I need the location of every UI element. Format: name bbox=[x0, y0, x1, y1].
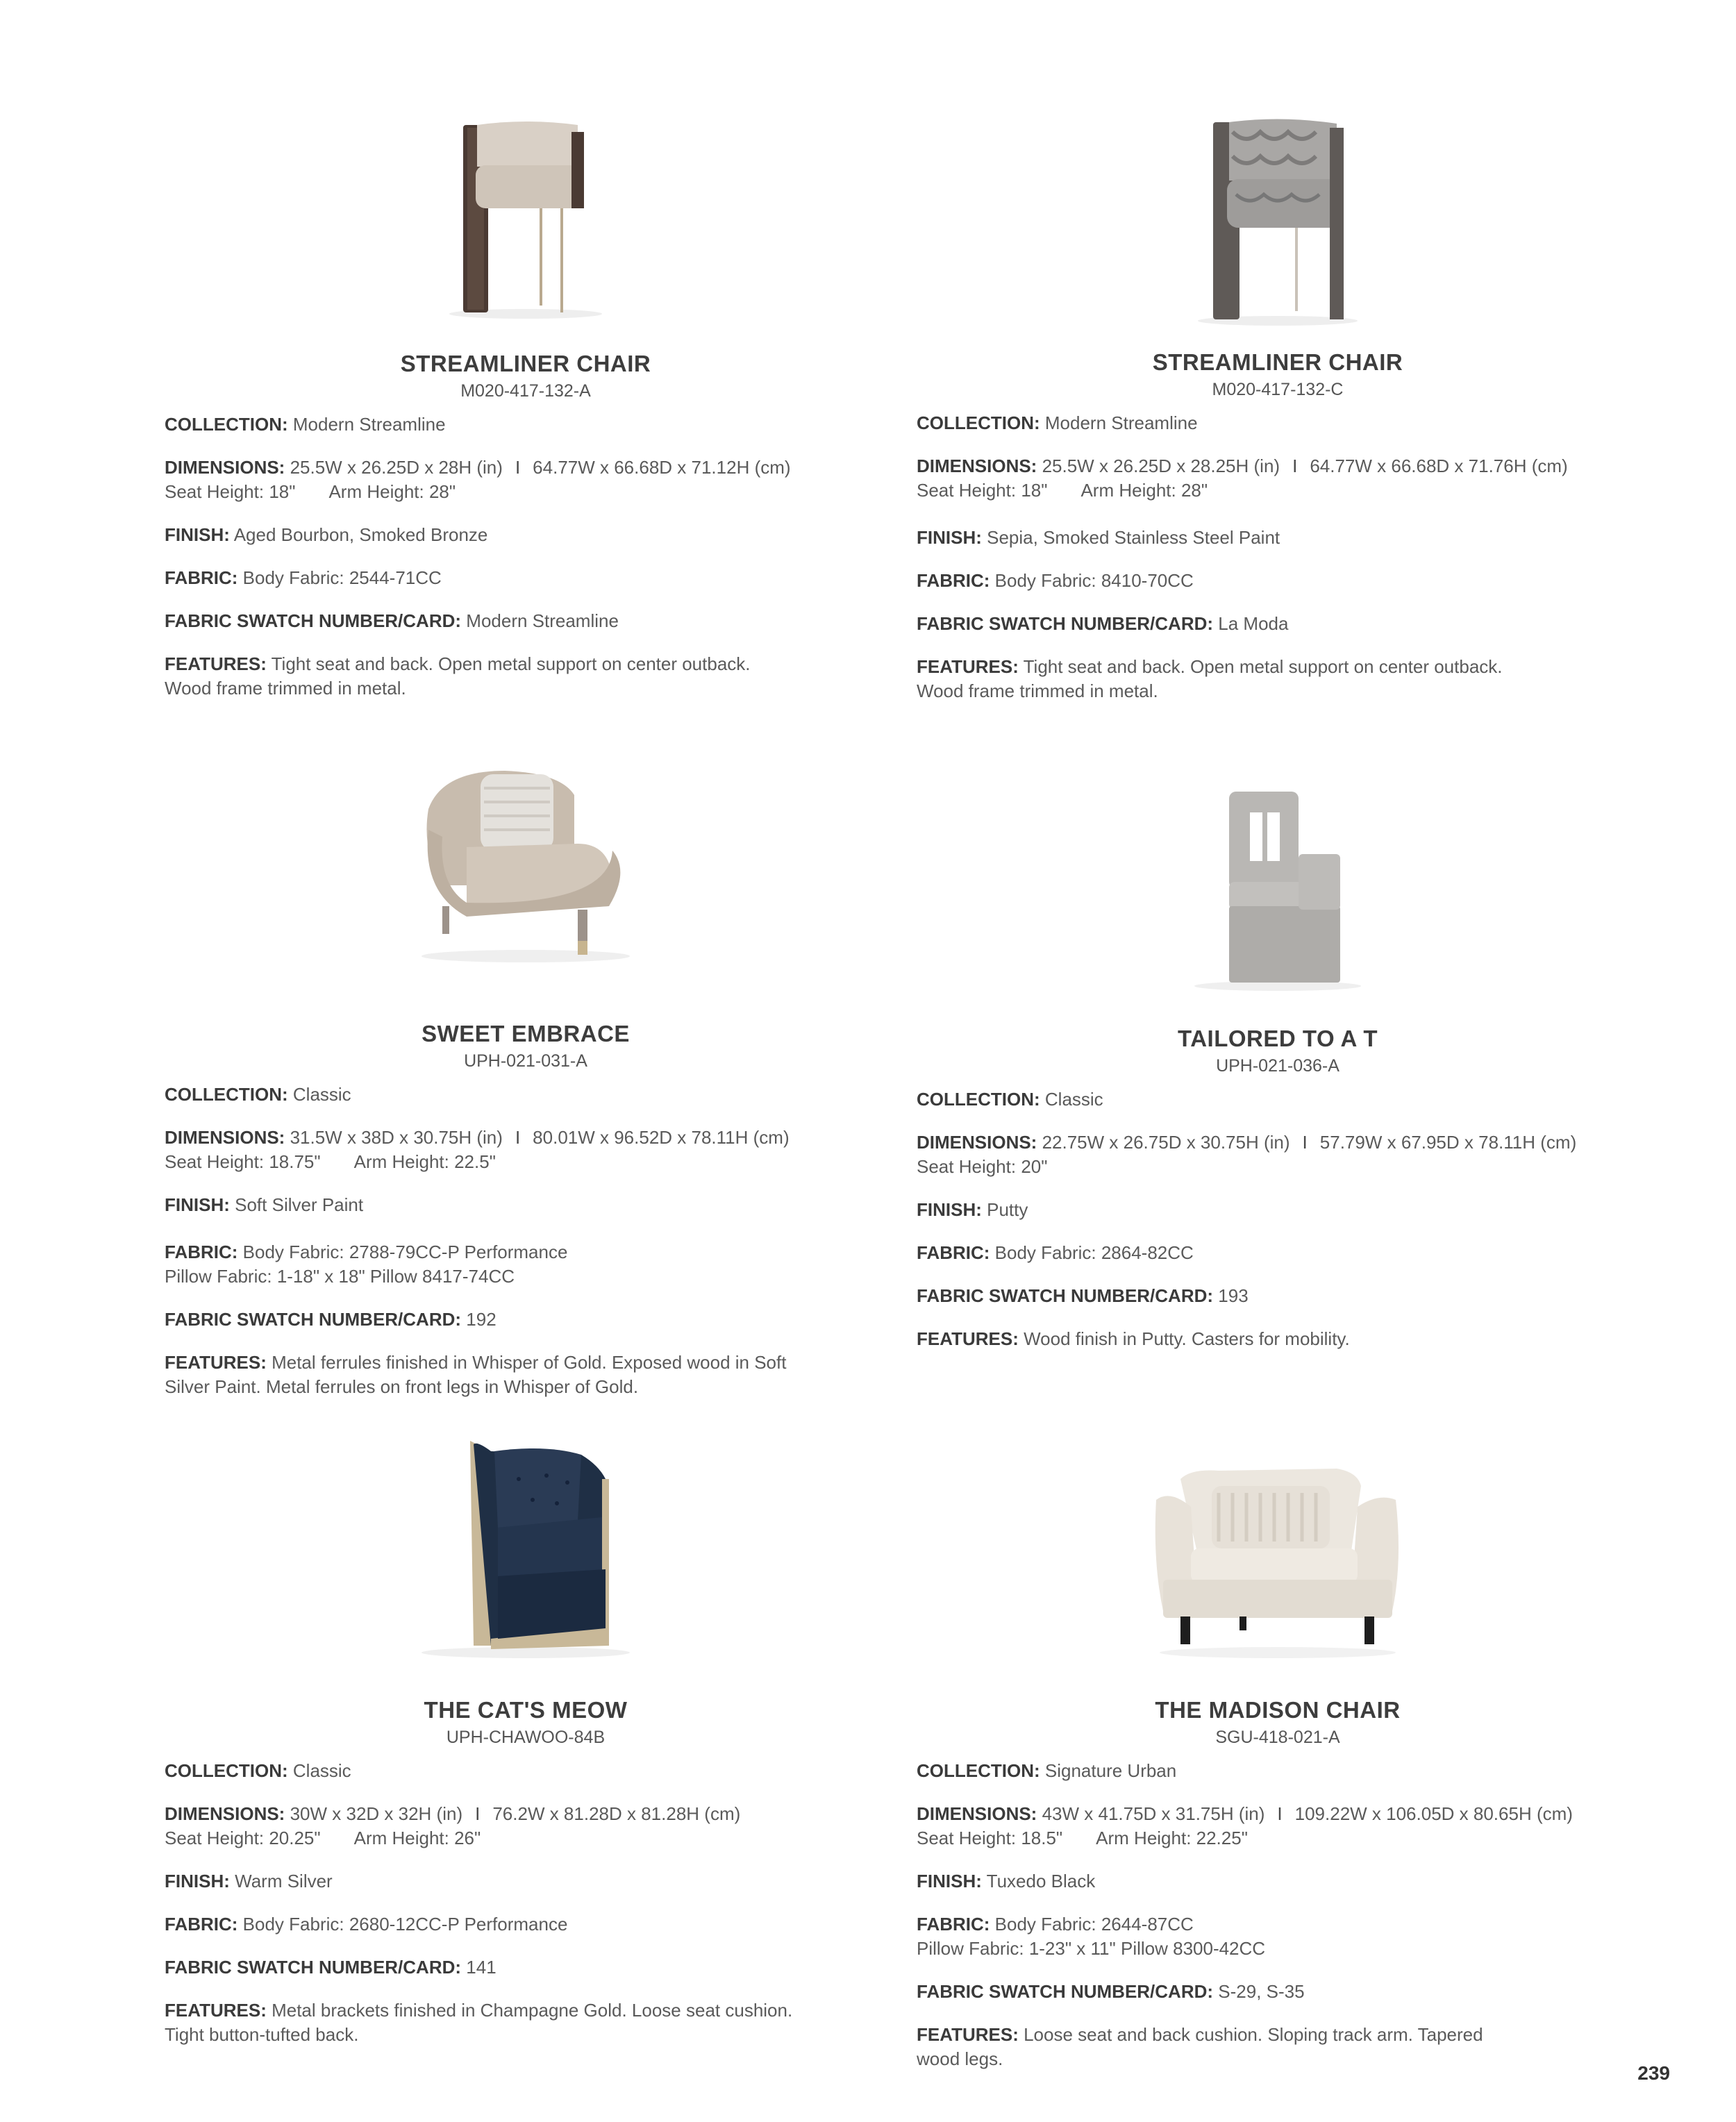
spec-swatch: FABRIC SWATCH NUMBER/CARD: 192 bbox=[165, 1309, 496, 1330]
spec-finish: FINISH: Putty bbox=[917, 1199, 1028, 1220]
spec-collection: COLLECTION: Modern Streamline bbox=[917, 412, 1198, 433]
spec-finish: FINISH: Warm Silver bbox=[165, 1871, 333, 1891]
spec-features: FEATURES: Wood finish in Putty. Casters for mobility. bbox=[917, 1328, 1350, 1349]
spec-collection: COLLECTION: Classic bbox=[917, 1089, 1103, 1110]
chair-photo bbox=[917, 1458, 1639, 1660]
spec-list bbox=[165, 412, 887, 719]
spec-swatch: FABRIC SWATCH NUMBER/CARD: 141 bbox=[165, 1957, 496, 1978]
the-madison-chair-image bbox=[1142, 1458, 1413, 1660]
spec-list bbox=[917, 411, 1639, 722]
chair-photo bbox=[165, 1437, 887, 1660]
chair-photo bbox=[165, 767, 887, 969]
product-sku: UPH-021-036-A bbox=[1216, 1056, 1339, 1076]
spec-collection: COLLECTION: Classic bbox=[165, 1760, 351, 1781]
spec-swatch: FABRIC SWATCH NUMBER/CARD: Modern Streamline bbox=[165, 610, 619, 631]
chair-photo bbox=[165, 118, 887, 319]
spec-features: FEATURES: Loose seat and back cushion. Sloping track arm. Tapered wood legs. bbox=[917, 2024, 1483, 2069]
product-title: STREAMLINER CHAIR bbox=[1152, 349, 1403, 375]
product-sku: UPH-021-031-A bbox=[464, 1051, 587, 1071]
spec-fabric: FABRIC: Body Fabric: 2864-82CC bbox=[917, 1242, 1194, 1263]
spec-swatch: FABRIC SWATCH NUMBER/CARD: S-29, S-35 bbox=[917, 1981, 1305, 2002]
spec-collection: COLLECTION: Signature Urban bbox=[917, 1760, 1177, 1781]
the-cats-meow-image bbox=[401, 1437, 651, 1660]
spec-dimensions: DIMENSIONS: 30W x 32D x 32H (in) I 76.2W x 81.28D x 81.28H (cm) Seat Height: 20.25" Arm Height: 26" bbox=[165, 1803, 741, 1848]
tailored-to-a-t-image bbox=[1180, 785, 1375, 993]
product-title: THE MADISON CHAIR bbox=[1155, 1697, 1401, 1723]
page-number: 239 bbox=[1637, 2062, 1670, 2084]
product-title: STREAMLINER CHAIR bbox=[400, 351, 651, 376]
spec-list bbox=[165, 1083, 887, 1418]
product-sku: SGU-418-021-A bbox=[1215, 1728, 1340, 1747]
streamliner-chair-image bbox=[435, 118, 616, 319]
spec-features: FEATURES: Tight seat and back. Open metal support on center outback. Wood frame trimmed in metal. bbox=[165, 653, 751, 699]
streamliner-chair-image bbox=[1184, 118, 1371, 326]
spec-finish: FINISH: Sepia, Smoked Stainless Steel Paint bbox=[917, 527, 1280, 548]
spec-features: FEATURES: Metal brackets finished in Champagne Gold. Loose seat cushion. Tight button-tufted back. bbox=[165, 2000, 793, 2045]
product-title: THE CAT'S MEOW bbox=[424, 1697, 628, 1723]
spec-fabric: FABRIC: Body Fabric: 2544-71CC bbox=[165, 567, 442, 588]
spec-collection: COLLECTION: Classic bbox=[165, 1084, 351, 1105]
spec-dimensions: DIMENSIONS: 22.75W x 26.75D x 30.75H (in) I 57.79W x 67.95D x 78.11H (cm) Seat Height: 20" bbox=[917, 1132, 1577, 1177]
product-title: TAILORED TO A T bbox=[1178, 1026, 1378, 1051]
spec-fabric: FABRIC: Body Fabric: 8410-70CC bbox=[917, 570, 1194, 591]
spec-fabric: FABRIC: Body Fabric: 2680-12CC-P Performance bbox=[165, 1914, 568, 1935]
spec-dimensions: DIMENSIONS: 25.5W x 26.25D x 28H (in) I 64.77W x 66.68D x 71.12H (cm) Seat Height: 18" Arm Height: 28" bbox=[165, 457, 791, 502]
spec-list bbox=[917, 1087, 1639, 1370]
spec-finish: FINISH: Soft Silver Paint bbox=[165, 1194, 364, 1215]
product-sku: UPH-CHAWOO-84B bbox=[446, 1728, 606, 1747]
chair-photo bbox=[917, 785, 1639, 993]
spec-features: FEATURES: Metal ferrules finished in Whisper of Gold. Exposed wood in Soft Silver Paint. Metal ferrules on front legs in Whisper of Gold. bbox=[165, 1352, 787, 1397]
product-title: SWEET EMBRACE bbox=[422, 1021, 630, 1046]
product-sku: M020-417-132-A bbox=[460, 381, 591, 401]
spec-list bbox=[165, 1759, 887, 2066]
chair-photo bbox=[917, 118, 1639, 326]
spec-fabric: FABRIC: Body Fabric: 2644-87CC Pillow Fabric: 1-23" x 11" Pillow 8300-42CC bbox=[917, 1914, 1266, 1959]
spec-swatch: FABRIC SWATCH NUMBER/CARD: 193 bbox=[917, 1285, 1249, 1306]
spec-list bbox=[917, 1759, 1639, 2090]
product-sku: M020-417-132-C bbox=[1212, 380, 1344, 399]
spec-dimensions: DIMENSIONS: 43W x 41.75D x 31.75H (in) I 109.22W x 106.05D x 80.65H (cm) Seat Height: 18.5" Arm Height: 22.25" bbox=[917, 1803, 1573, 1848]
sweet-embrace-image bbox=[401, 767, 651, 969]
spec-swatch: FABRIC SWATCH NUMBER/CARD: La Moda bbox=[917, 613, 1289, 634]
spec-fabric: FABRIC: Body Fabric: 2788-79CC-P Performance Pillow Fabric: 1-18" x 18" Pillow 8417-74CC bbox=[165, 1242, 568, 1287]
spec-finish: FINISH: Aged Bourbon, Smoked Bronze bbox=[165, 524, 488, 545]
spec-dimensions: DIMENSIONS: 25.5W x 26.25D x 28.25H (in) I 64.77W x 66.68D x 71.76H (cm) Seat Height: 18" Arm Height: 28" bbox=[917, 456, 1568, 501]
spec-dimensions: DIMENSIONS: 31.5W x 38D x 30.75H (in) I 80.01W x 96.52D x 78.11H (cm) Seat Height: 18.75" Arm Height: 22.5" bbox=[165, 1127, 790, 1172]
spec-finish: FINISH: Tuxedo Black bbox=[917, 1871, 1096, 1891]
spec-features: FEATURES: Tight seat and back. Open metal support on center outback. Wood frame trimmed in metal. bbox=[917, 656, 1503, 701]
spec-collection: COLLECTION: Modern Streamline bbox=[165, 414, 446, 435]
